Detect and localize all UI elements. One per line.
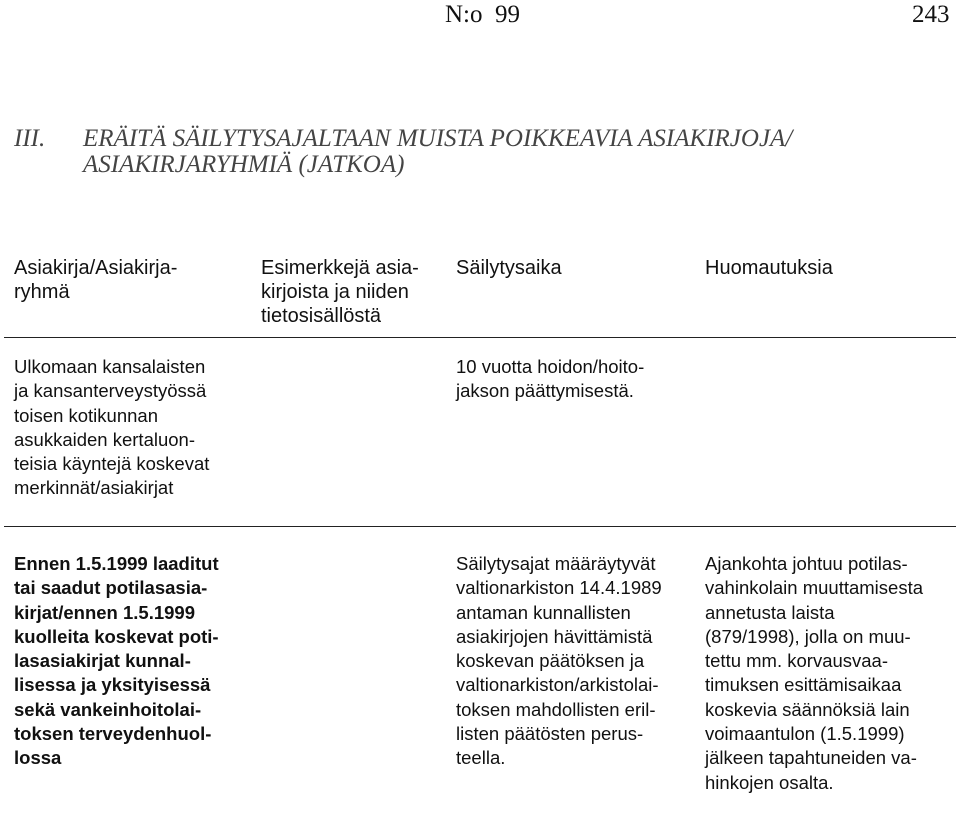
section-title-line-2: ASIAKIRJARYHMIÄ (JATKOA) xyxy=(83,151,405,178)
header-rule xyxy=(4,337,956,338)
column-header-document: Asiakirja/Asiakirja- ryhmä xyxy=(14,257,178,303)
column-header-examples: Esimerkkejä asia- kirjoista ja niiden tietosisällöstä xyxy=(261,257,419,327)
row-2-notes: Ajankohta johtuu potilas- vahinkolain muuttamisesta annetusta laista (879/1998), jolla on muu- tettu mm. korvausvaa- timuksen esittämisaikaa koskevia säännöksiä lain voimaantulon (1.5.1999) jälkeen tapahtuneiden va- hinkojen osalta. xyxy=(705,553,923,793)
row-2-retention: Säilytysajat määräytyvät valtionarkiston 14.4.1989 antaman kunnallisten asiakirjojen hävittämistä koskevan päätöksen ja valtionarkiston/arkistolai- toksen mahdollisten eril- listen päätösten perus- teella. xyxy=(456,553,662,769)
row-1-retention: 10 vuotta hoidon/hoito- jakson päättymisestä. xyxy=(456,356,645,402)
document-number: N:o 99 xyxy=(445,1,520,28)
column-header-retention: Säilytysaika xyxy=(456,257,562,279)
column-header-notes: Huomautuksia xyxy=(705,257,833,279)
page-number: 243 xyxy=(912,1,950,28)
row-rule xyxy=(4,526,956,527)
row-1-document: Ulkomaan kansalaisten ja kansanterveystyössä toisen kotikunnan asukkaiden kertaluon- teisia käyntejä koskevat merkinnät/asiakirjat xyxy=(14,356,210,499)
section-title-line-1: ERÄITÄ SÄILYTYSAJALTAAN MUISTA POIKKEAVIA ASIAKIRJOJA/ xyxy=(83,125,793,152)
section-number: III. xyxy=(14,125,46,152)
row-2-document: Ennen 1.5.1999 laaditut tai saadut potilasasia- kirjat/ennen 1.5.1999 kuolleita koskevat poti- lasasiakirjat kunnal- lisessa ja yksityisessä sekä vankeinhoitolai- toksen terveydenhuol- lossa xyxy=(14,553,219,769)
